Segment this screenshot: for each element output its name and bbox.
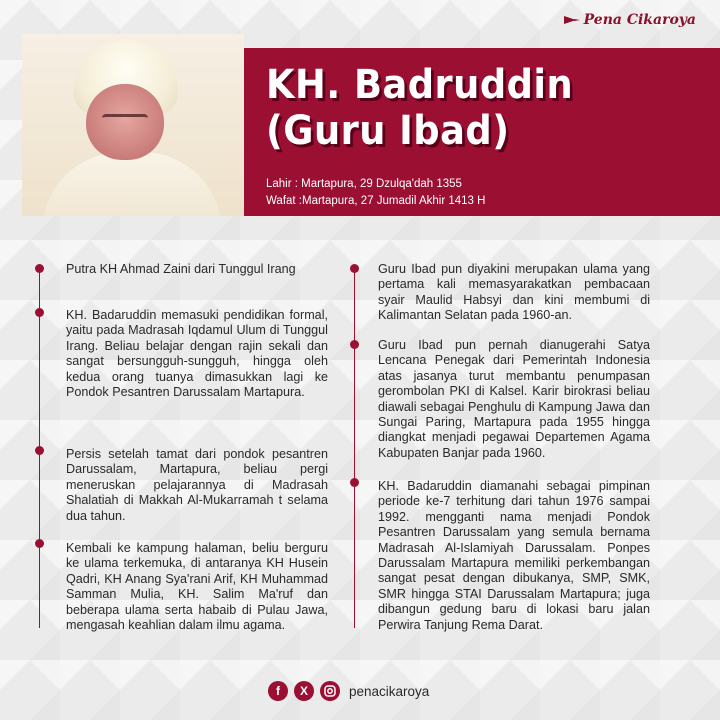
timeline-dot — [35, 264, 44, 273]
timeline-right — [354, 268, 355, 628]
pen-icon — [564, 14, 580, 26]
death-date: Wafat :Martapura, 27 Jumadil Akhir 1413 H — [266, 195, 486, 207]
title-name: KH. Badruddin — [266, 62, 574, 108]
social-footer — [268, 681, 429, 701]
instagram-icon[interactable] — [320, 681, 340, 701]
portrait-photo — [22, 34, 244, 216]
bio-paragraph-3: Persis setelah tamat dari pondok pesantren Darussalam, Martapura, beliau pergi meneruskan pelajarannya di Madrasah Shalatiah di Makkah Al-Mukarramah t selama dua tahun. — [66, 447, 328, 523]
timeline-dot — [35, 446, 44, 455]
life-dates — [266, 176, 485, 210]
social-handle[interactable]: penacikaroya — [349, 683, 430, 699]
facebook-icon[interactable]: f — [268, 681, 288, 701]
page-title — [266, 62, 573, 154]
bio-paragraph-5: Guru Ibad pun diyakini merupakan ulama yang pertama kali memasyarakatkan pembacaan syair Maulid Habsyi dan kini membumi di Kalimantan Selatan pada 1960-an. — [378, 262, 650, 323]
brand-name: Pena Cikaroya — [583, 12, 696, 28]
bio-paragraph-6: Guru Ibad pun pernah dianugerahi Satya Lencana Penegak dari Pemerintah Indonesia atas jasanya turut membantu penumpasan gerombolan PKI di Kalsel. Karir birokrasi beliau diawali sebagai Penghulu di Kampung Jawa dan Sungai Paring, Martapura pada 1955 hingga diangkat menjadi pegawai Departemen Agama Kabupaten Banjar pada 1960. — [378, 338, 650, 460]
timeline-dot — [350, 478, 359, 487]
timeline-dot — [350, 264, 359, 273]
brand-logo — [564, 12, 696, 28]
timeline-dot — [35, 308, 44, 317]
bio-paragraph-4: Kembali ke kampung halaman, beliu berguru ke ulama terkemuka, di antaranya KH Husein Qadri, KH Anang Sya'rani Arif, KH Muhammad Samman Mulia, KH. Salim Ma'ruf dan beberapa ulama serta habaib di Pulau Jawa, mengasah keahlian dalam ilmu agama. — [66, 541, 328, 633]
title-alias: (Guru Ibad) — [266, 108, 510, 154]
birth-date: Lahir : Martapura, 29 Dzulqa'dah 1355 — [266, 178, 462, 190]
bio-paragraph-2: KH. Badaruddin memasuki pendidikan formal, yaitu pada Madrasah Iqdamul Ulum di Tunggul Irang. Beliau belajar dengan rajin sekali dan sangat bersungguh-sungguh, hingga oleh kedua orang tuanya dimasukkan lagi ke Pondok Pesantren Darussalam Martapura. — [66, 308, 328, 400]
bio-paragraph-1: Putra KH Ahmad Zaini dari Tunggul Irang — [66, 262, 296, 276]
timeline-dot — [35, 539, 44, 548]
bio-paragraph-7: KH. Badaruddin diamanahi sebagai pimpinan periode ke-7 terhitung dari tahun 1976 sampai 1992. mengganti nama menjadi Pondok Pesantren Darussalam yang semula bernama Madrasah Al-Islamiyah Darussalam. Ponpes Darussalam Martapura memiliki perkembangan sangat pesat dengan dibukanya, SMP, SMK, SMR hingga STAI Darussalam Martapura; juga dibangun gedung baru di lokasi baru jalan Perwira Tanjung Rema Darat. — [378, 479, 650, 632]
x-icon[interactable]: X — [294, 681, 314, 701]
timeline-dot — [350, 340, 359, 349]
